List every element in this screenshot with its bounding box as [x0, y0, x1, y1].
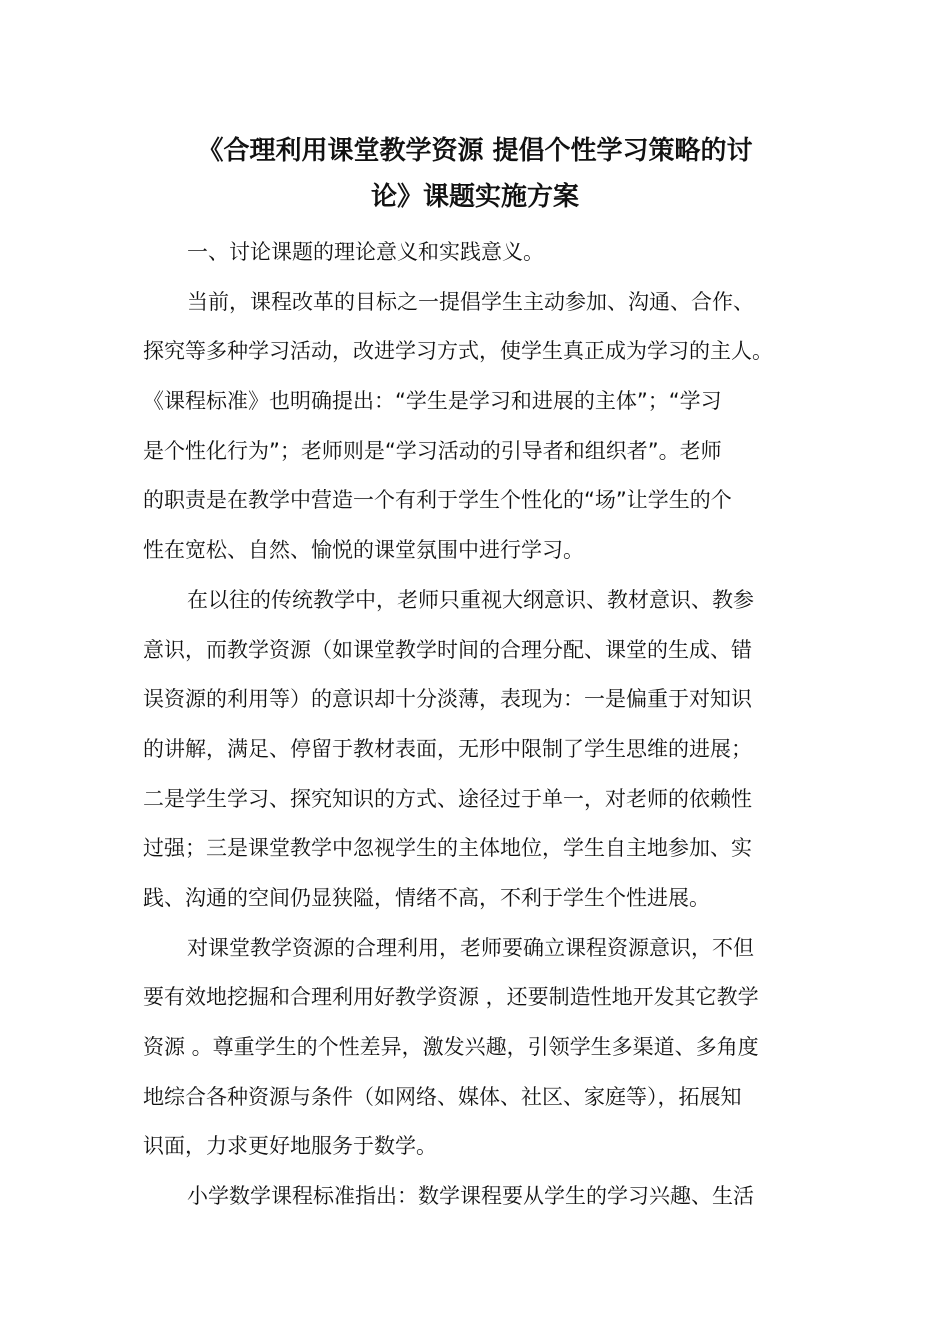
section-heading: 一、讨论课题的理论意义和实践意义。	[187, 240, 544, 264]
paragraph-4-line: 小学数学课程标准指出：数学课程要从学生的学习兴趣、生活	[187, 1184, 754, 1209]
paragraph-1-line: 《课程标准》也明确提出：“学生是学习和进展的主体”；“学习	[143, 389, 722, 414]
paragraph-3-line: 资源 。尊重学生的个性差异，激发兴趣，引领学生多渠道、多角度	[143, 1035, 759, 1059]
paragraph-1-line: 当前，课程改革的目标之一提倡学生主动参加、沟通、合作、	[187, 289, 754, 314]
paragraph-1-line: 性在宽松、自然、愉悦的课堂氛围中进行学习。	[143, 538, 584, 563]
paragraph-2-line: 意识，而教学资源（如课堂教学时间的合理分配、课堂的生成、错	[143, 637, 752, 662]
paragraph-2-line: 在以往的传统教学中，老师只重视大纲意识、教材意识、教参	[187, 587, 754, 612]
paragraph-2-line: 的讲解，满足、停留于教材表面，无形中限制了学生思维的进展；	[143, 736, 752, 761]
paragraph-3-line: 要有效地挖掘和合理利用好教学资源 ，还要制造性地开发其它教学	[143, 985, 759, 1010]
paragraph-2-line: 践、沟通的空间仍显狭隘，情绪不高，不利于学生个性进展。	[143, 885, 710, 910]
paragraph-3-line: 识面，力求更好地服务于数学。	[143, 1134, 437, 1159]
document-title	[120, 128, 830, 220]
paragraph-1-line: 的职责是在教学中营造一个有利于学生个性化的“场”让学生的个	[143, 488, 732, 513]
title-line-2: 论》课题实施方案	[370, 182, 579, 212]
paragraph-2-line: 误资源的利用等）的意识却十分淡薄，表现为：一是偏重于对知识	[143, 687, 752, 712]
paragraph-2-line: 二是学生学习、探究知识的方式、途径过于单一，对老师的依赖性	[143, 786, 752, 811]
document-body	[143, 228, 811, 1222]
title-line-1: 《合理利用课堂教学资源 提倡个性学习策略的讨	[197, 136, 753, 166]
paragraph-2-line: 过强；三是课堂教学中忽视学生的主体地位，学生自主地参加、实	[143, 836, 752, 861]
paragraph-3-line: 地综合各种资源与条件（如网络、媒体、社区、家庭等），拓展知	[143, 1084, 742, 1109]
paragraph-1-line: 探究等多种学习活动，改进学习方式，使学生真正成为学习的主人。	[143, 339, 773, 364]
paragraph-3-line: 对课堂教学资源的合理利用，老师要确立课程资源意识，不但	[187, 935, 754, 960]
paragraph-1-line: 是个性化行为”；老师则是“学习活动的引导者和组织者”。老师	[143, 438, 722, 463]
